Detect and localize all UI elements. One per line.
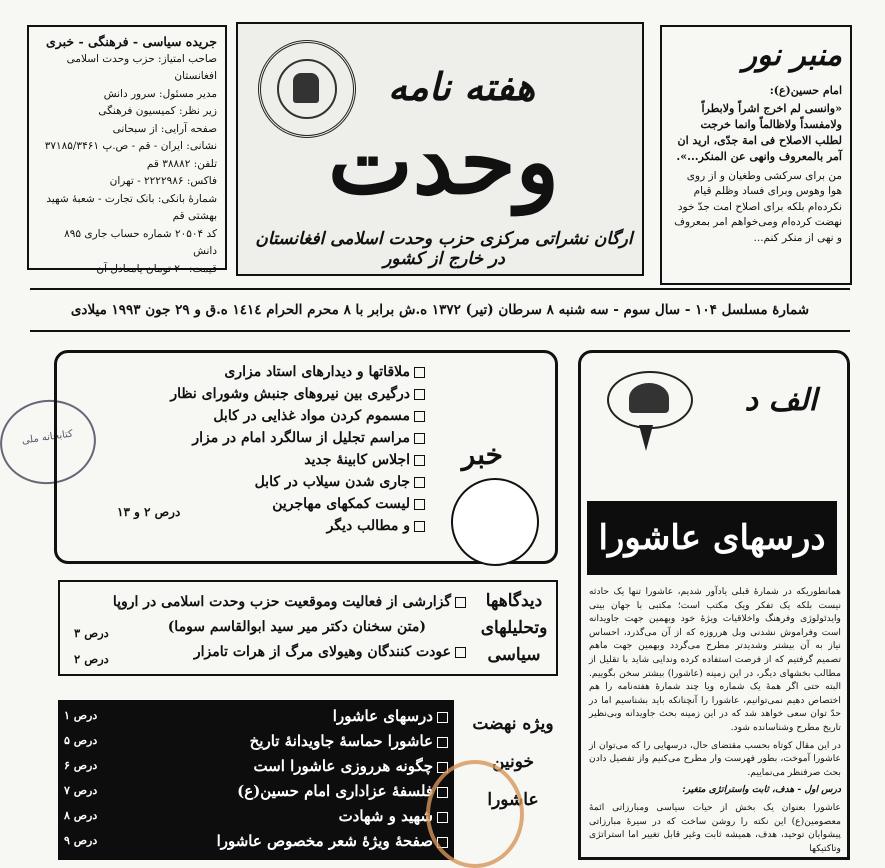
- minbar-box: [660, 25, 852, 285]
- special-label: ویژه نهضت خونین عاشورا: [472, 714, 554, 810]
- minbar-speaker: امام حسین(ع):: [769, 84, 842, 97]
- special-page: درص ۷: [64, 784, 98, 797]
- checkbox-icon: [414, 455, 425, 466]
- analysis-page: درص ۲: [74, 652, 109, 666]
- lesson-paragraph: همانطوریکه در شمارهٔ قبلی یادآور شدیم، عاشورا تنها یک حادثه نیست بلکه یک تفکر ویک مکتب است؛ مکتبی با جهان بینی وایدئولوژی وفرهنگ واخلاقیات ویژهٔ خود وبهمین جهت جاویدانه است وفراموش نشدنی وبل هرروزه که از آن می‌گذرد، احساس نیاز به آن بیشتر وشدیدتر مطرح می‌گردد وبهمین جهت ماهم تصمیم گرفتیم که از فرصت استفاده کرده وندایی شاید با تقلیل از مطالب بخشهای دیگر، در این زمینه (عاشورا) بیشتر سخن بگوییم. البته حتی اگر همهٔ یک شماره ویا چند شمارهٔ هفته‌نامه را هم اختصاص دهیم نمی‌توانیم، عاشورا را آنچنانکه باید بشناسیم اما در حدّ توان سعی خواهد شد که در این زمینه بحث جاویدانه وبی‌نظیر تاریخ مطرح وشناسانده شود.: [589, 586, 841, 733]
- analysis-item[interactable]: عودت کنندگان وهیولای مرگ از هرات تامزار: [66, 640, 466, 665]
- checkbox-icon: [414, 411, 425, 422]
- lesson-section-title: درس اول - هدف، ثابت واستراتژی متغیر:: [682, 784, 841, 796]
- special-item[interactable]: درسهای عاشورا: [138, 704, 448, 729]
- minbar-quote: «وانسی لم اخرج اشراً ولابطراً ولامفسداً ولاظالماً وانما خرجت لطلب الاصلاح فی امة جدّی، ارید ان آمر بالمعروف وانهی عن المنکر...».: [676, 101, 842, 163]
- issue-line: شمارهٔ مسلسل ۱۰۴ - سال سوم - سه شنبه ۸ سرطان (تیر) ۱۳۷۲ ه.ش برابر با ۸ محرم الحرام ۱٤۱٤ ه.ق و ۲۹ جون ۱۹۹۳ میلادی: [30, 288, 850, 332]
- lesson-headline: درسهای عاشورا: [587, 501, 837, 575]
- info-line: قیمت: ۲۰ تومان یامعادل آن: [96, 262, 217, 275]
- special-item[interactable]: شهید و شهادت: [138, 804, 448, 829]
- checkbox-icon: [437, 712, 448, 723]
- minbar-translation: من برای سرکشی وطغیان و از روی هوا وهوس وبرای فساد وظلم قیام نکرده‌ام بلکه برای اصلاح امت جدّ خود نهضت کرده‌ام ومی‌خواهم امر بمعروف و نهی از منکر کنم...: [674, 169, 842, 244]
- library-stamp: کتابخانه ملی: [0, 394, 101, 491]
- checkbox-icon: [414, 367, 425, 378]
- special-page: درص ۵: [64, 734, 98, 747]
- lesson-header: [581, 353, 847, 483]
- masthead-title: وحدت: [328, 109, 560, 215]
- special-page: درص ۸: [64, 809, 98, 822]
- news-box: [54, 350, 558, 564]
- special-item[interactable]: صفحهٔ ویژهٔ شعر مخصوص عاشورا: [138, 829, 448, 854]
- pen-nib-icon: [639, 425, 653, 451]
- masthead-weekly: هفته نامه: [388, 64, 536, 109]
- checkbox-icon: [414, 521, 425, 532]
- news-item[interactable]: مسموم کردن مواد غذایی در کابل: [125, 405, 425, 427]
- news-item[interactable]: جاری شدن سیلاب در کابل: [125, 471, 425, 493]
- special-page: درص ۱: [64, 709, 98, 722]
- news-item[interactable]: مراسم تجلیل از سالگرد امام در مزار: [125, 427, 425, 449]
- analysis-box: [58, 580, 558, 676]
- info-line: نشانی: ایران - قم - ص.پ ۳۷۱۸۵/۳۴۶۱: [44, 140, 217, 152]
- info-line: زیر نظر: کمیسیون فرهنگی: [98, 105, 217, 117]
- checkbox-icon: [414, 477, 425, 488]
- masthead: [236, 22, 644, 276]
- analysis-item[interactable]: گزارشی از فعالیت وموقعیت حزب وحدت اسلامی در اروپا: [66, 590, 466, 615]
- news-item[interactable]: و مطالب دیگر: [125, 515, 425, 537]
- checkbox-icon: [414, 389, 425, 400]
- special-item[interactable]: عاشورا حماسهٔ جاویدانهٔ تاریخ: [138, 729, 448, 754]
- info-line: فاکس: ۲۲۲۲۹۸۶ - تهران: [109, 175, 217, 187]
- special-item[interactable]: چگونه هرروزی عاشورا است: [138, 754, 448, 779]
- lesson-article: [578, 350, 850, 860]
- lesson-body: [589, 585, 841, 859]
- news-item[interactable]: اجلاس کابینهٔ جدید: [125, 449, 425, 471]
- special-page: درص ۹: [64, 834, 98, 847]
- analysis-page: درص ۳: [74, 626, 109, 640]
- analysis-list: [66, 590, 466, 665]
- news-label: خبر: [461, 438, 503, 471]
- info-line: صاحب امتیاز: حزب وحدت اسلامی افغانستان: [66, 52, 217, 82]
- masthead-organ: ارگان نشراتی مرکزی حزب وحدت اسلامی افغانستان در خارج از کشور: [255, 229, 633, 269]
- news-item[interactable]: ملاقاتها و دیدارهای استاد مزاری: [125, 361, 425, 383]
- news-item[interactable]: درگیری بین نیروهای جنبش وشورای نظار: [125, 383, 425, 405]
- mosque-icon: [607, 371, 693, 429]
- lesson-section-text: عاشورا بعنوان یک بخش از حیات سیاسی ومبارزاتی ائمهٔ معصومین(ع) این نکته را روشن ساخت که در سیرهٔ مبارزاتی پیشوایان توحید، هدف، همیشه ثابت وغیر قابل تغییر اما استراتژی وتاکتیکها: [589, 801, 841, 854]
- checkbox-icon: [414, 433, 425, 444]
- special-ashura-box: [58, 700, 454, 860]
- lesson-paragraph: در این مقال کوتاه بحسب مقتضای حال، درسهایی را که می‌توان از عاشورا آموخت، بطور فهرست وار مطرح می‌کنیم واز تفصیل دادن بحث صرفنظر می‌نماییم.: [589, 739, 841, 778]
- minbar-title: منبر نور: [742, 38, 842, 73]
- info-line: مدیر مسئول: سرور دانش: [103, 87, 217, 100]
- orange-circle-mark: [426, 760, 524, 868]
- checkbox-icon: [437, 737, 448, 748]
- analysis-label: دیدگاهها وتحلیلهای سیاسی: [480, 591, 548, 665]
- news-pages: درص ۲ و ۱۳: [117, 505, 181, 519]
- publication-type: جریده سیاسی - فرهنگی - خبری: [45, 34, 217, 49]
- info-line: شمارهٔ بانکی: بانک تجارت - شعبهٔ شهید بهشتی قم: [46, 192, 217, 222]
- checkbox-icon: [455, 597, 466, 608]
- publication-info-box: [27, 25, 227, 275]
- info-line: صفحه آرایی: از سبحانی: [112, 122, 217, 135]
- special-page: درص ۶: [64, 759, 98, 772]
- special-item[interactable]: فلسفهٔ عزاداری امام حسین(ع): [138, 779, 448, 804]
- info-line: کد ۲۰۵۰۴ شماره حساب جاری ۸۹۵ دانش: [64, 227, 217, 257]
- lesson-logo: الف د: [744, 383, 817, 418]
- checkbox-icon: [455, 647, 466, 658]
- circle-decoration: [451, 478, 539, 566]
- analysis-item[interactable]: (متن سخنان دکتر میر سید ابوالقاسم سوما): [167, 619, 426, 635]
- info-line: تلفن: ۳۸۸۸۲ قم: [146, 157, 217, 170]
- news-item[interactable]: لیست کمکهای مهاجرین: [125, 493, 425, 515]
- checkbox-icon: [414, 499, 425, 510]
- special-list: [138, 704, 448, 854]
